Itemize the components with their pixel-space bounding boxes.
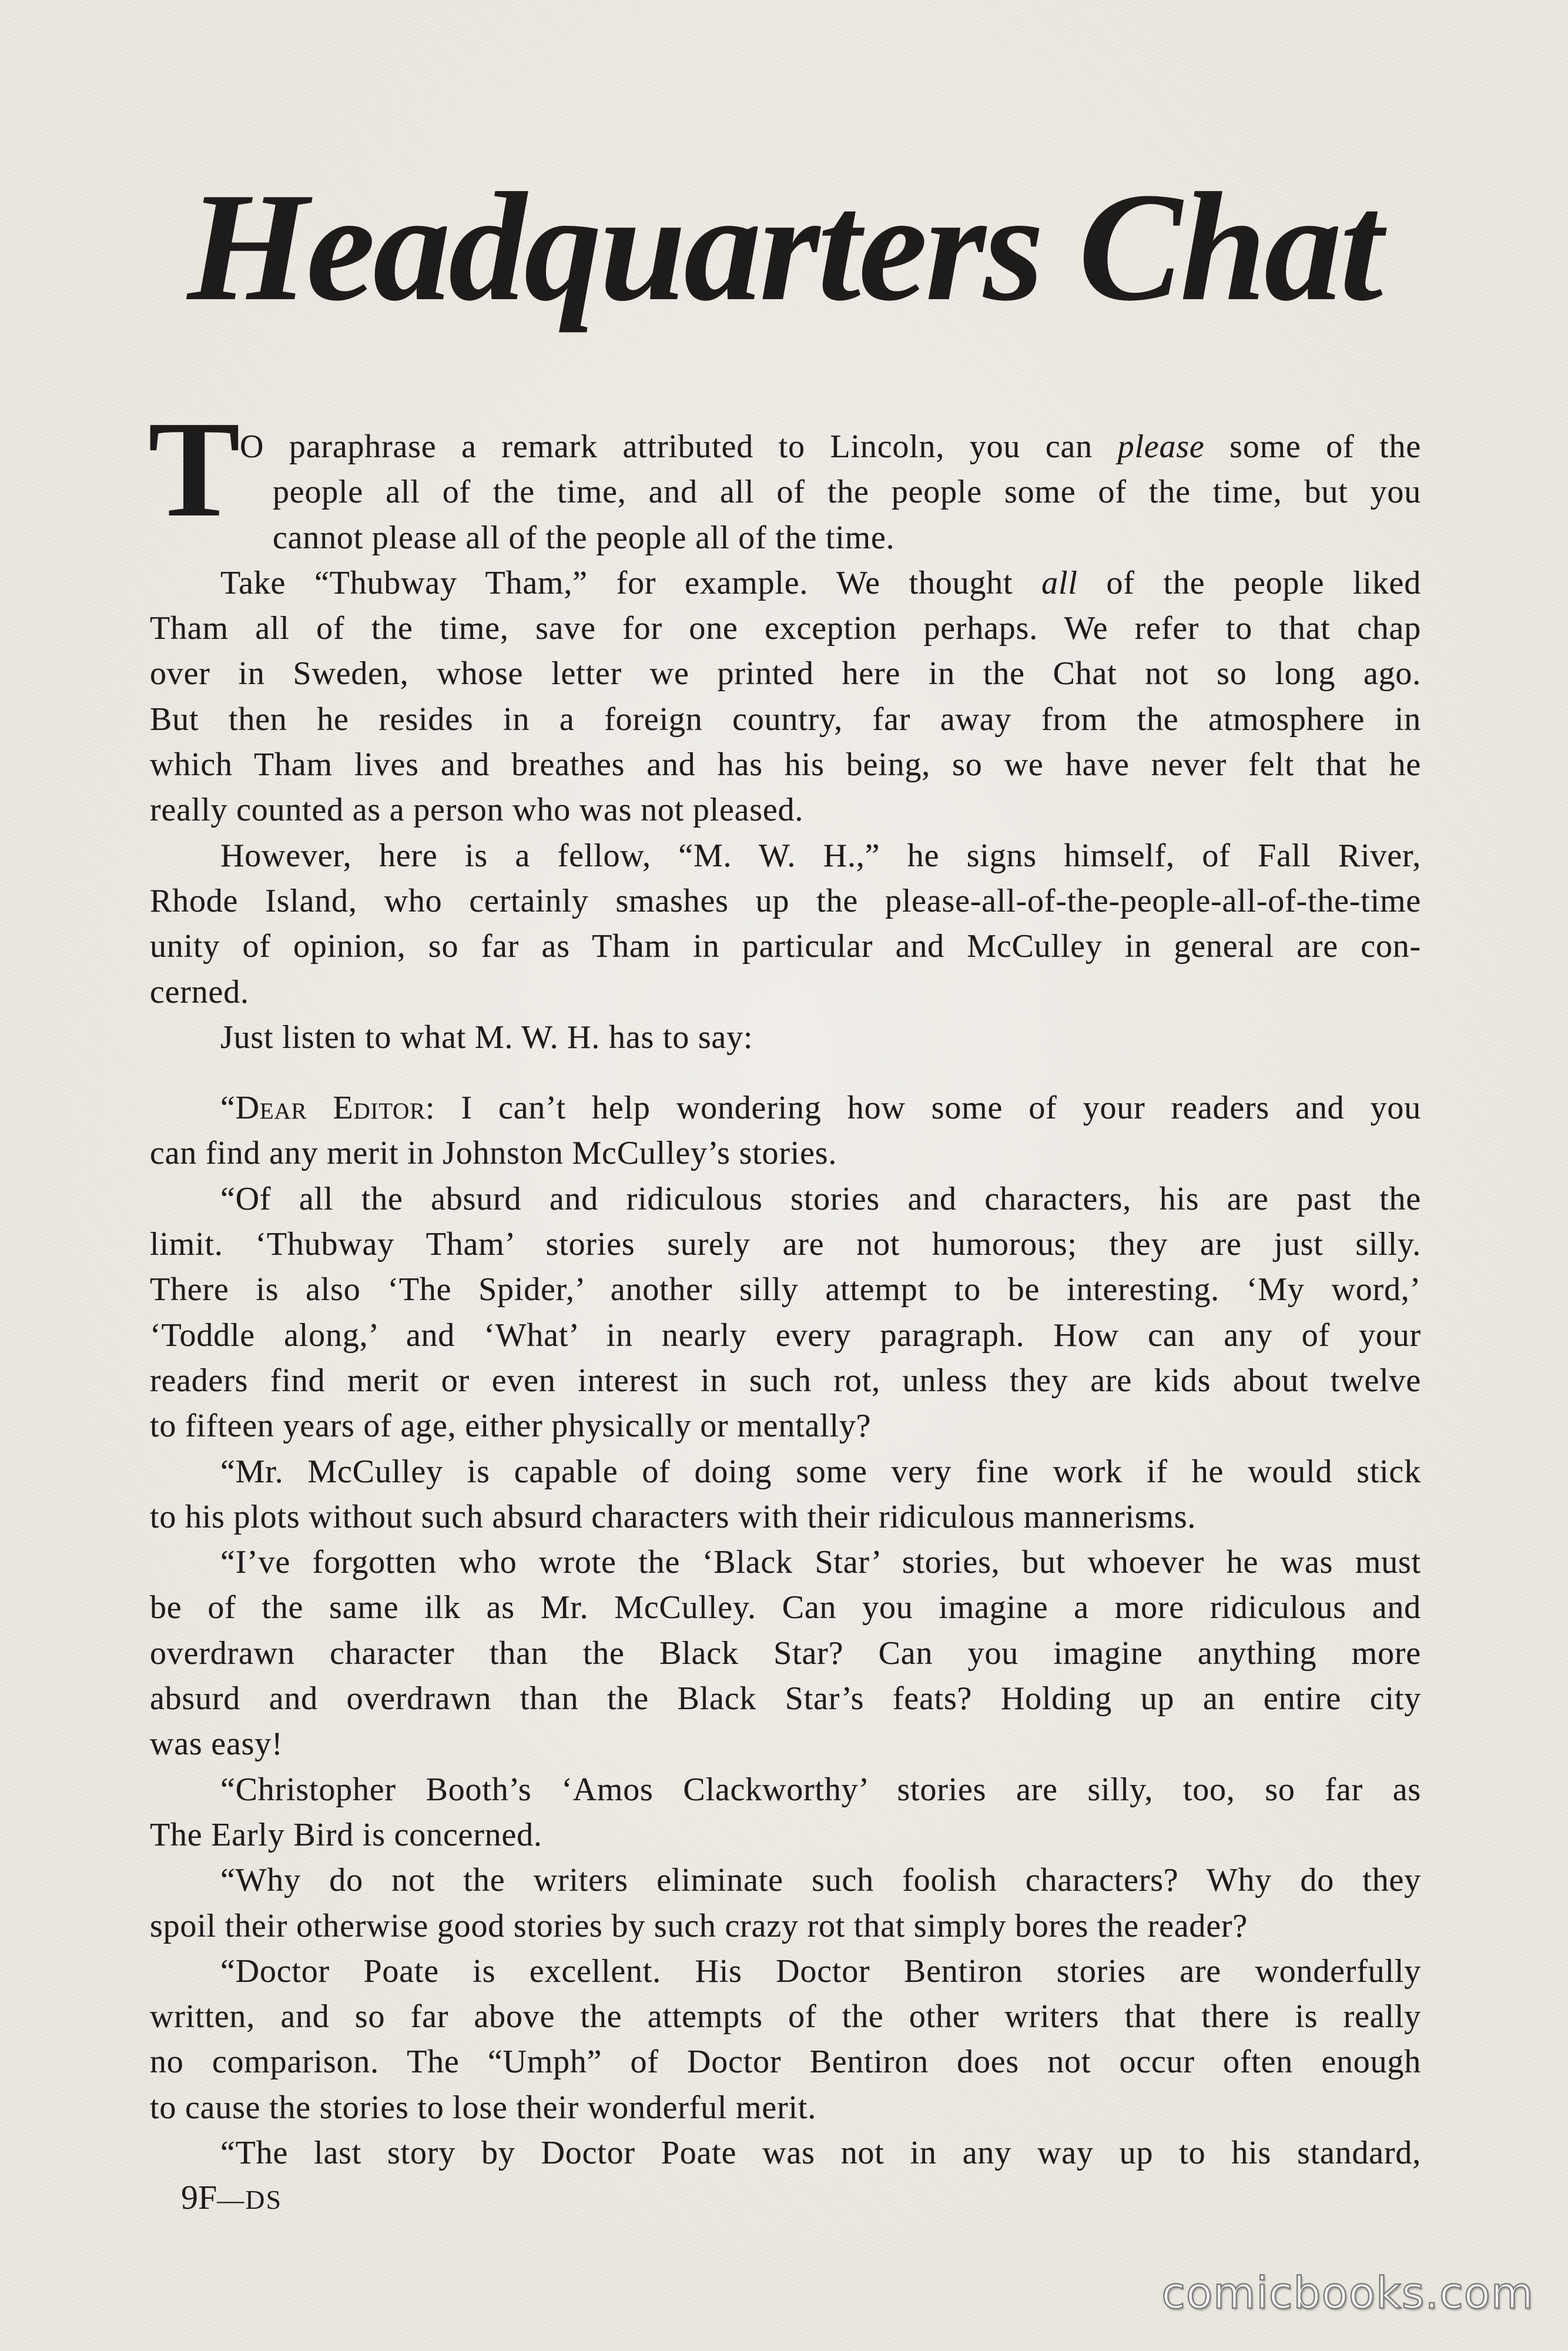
letter-paragraph bbox=[150, 2131, 1421, 2176]
text-line: “Of all the absurd and ridiculous stories and characters, his are past the bbox=[220, 1180, 1421, 1217]
text-line bbox=[150, 561, 1421, 606]
letter-paragraph bbox=[150, 1858, 1421, 1949]
text-line: unity of opinion, so far as Tham in particular and McCulley in general are con- bbox=[150, 928, 1421, 965]
text-line bbox=[150, 424, 1421, 470]
text-line: no comparison. The “Umph” of Doctor Bentiron does not occur often enough bbox=[150, 2044, 1421, 2081]
text-line: over in Sweden, whose letter we printed here in the Chat not so long ago. bbox=[150, 655, 1421, 692]
text-line: to his plots without such absurd characters with their ridiculous mannerisms. bbox=[150, 1498, 1197, 1535]
text-line: “Mr. McCulley is capable of doing some very fine work if he would stick bbox=[220, 1453, 1421, 1490]
text-line: cannot please all of the people all of the time. bbox=[273, 519, 895, 556]
text-segment: Take “Thubway Tham,” for example. We thought bbox=[220, 564, 1042, 601]
text-line: ‘Toddle along,’ and ‘What’ in nearly every paragraph. How can any of your bbox=[150, 1317, 1421, 1354]
text-line: cerned. bbox=[150, 973, 249, 1010]
emphasis: please bbox=[1117, 428, 1205, 465]
text-line: There is also ‘The Spider,’ another silly attempt to be interesting. ‘My word,’ bbox=[150, 1271, 1421, 1308]
letter-paragraph bbox=[150, 1177, 1421, 1449]
paragraph bbox=[150, 424, 1421, 561]
folio-suffix: —DS bbox=[217, 2185, 283, 2215]
text-line: But then he resides in a foreign country, far away from the atmosphere in bbox=[150, 701, 1421, 738]
text-segment: “ bbox=[220, 1090, 236, 1127]
text-line: spoil their otherwise good stories by such crazy rot that simply bores the reader? bbox=[150, 1907, 1248, 1944]
text-line: was easy! bbox=[150, 1726, 283, 1763]
text-segment: O paraphrase a remark attributed to Lincoln, you can bbox=[240, 428, 1118, 465]
text-line: to fifteen years of age, either physically or mentally? bbox=[150, 1408, 872, 1445]
text-line bbox=[150, 1086, 1421, 1131]
drop-cap: T bbox=[148, 393, 240, 545]
text-segment: of the people liked bbox=[1077, 564, 1421, 601]
text-line: The Early Bird is concerned. bbox=[150, 1816, 542, 1853]
letter-paragraph bbox=[150, 1086, 1421, 1177]
text-line: limit. ‘Thubway Tham’ stories surely are not humorous; they are just silly. bbox=[150, 1226, 1421, 1263]
paragraph bbox=[150, 1015, 1421, 1060]
text-line: readers find merit or even interest in such rot, unless they are kids about twelve bbox=[150, 1362, 1421, 1399]
letter-paragraph bbox=[150, 1540, 1421, 1767]
site-watermark: comicbooks.com bbox=[1161, 2268, 1534, 2319]
text-line: to cause the stories to lose their wonderful merit. bbox=[150, 2089, 817, 2126]
paragraph bbox=[150, 833, 1421, 1015]
text-line: “I’ve forgotten who wrote the ‘Black Star’ stories, but whoever he was must bbox=[220, 1544, 1421, 1581]
letter-paragraph bbox=[150, 1767, 1421, 1858]
text-line: written, and so far above the attempts of the other writers that there is really bbox=[150, 1998, 1421, 2035]
text-line: which Tham lives and breathes and has his being, so we have never felt that he bbox=[150, 746, 1421, 783]
letter-paragraph bbox=[150, 1449, 1421, 1540]
text-line: overdrawn character than the Black Star? Can you imagine anything more bbox=[150, 1635, 1421, 1672]
text-line: can find any merit in Johnston McCulley’s stories. bbox=[150, 1135, 837, 1172]
text-line: Just listen to what M. W. H. has to say: bbox=[220, 1019, 753, 1056]
text-segment: : I can’t help wondering how some of your readers and you bbox=[425, 1090, 1421, 1127]
text-segment: some of the bbox=[1204, 428, 1421, 465]
emphasis: all bbox=[1041, 564, 1078, 601]
text-line: “Why do not the writers eliminate such foolish characters? Why do they bbox=[220, 1862, 1421, 1899]
text-line: people all of the time, and all of the people some of the time, but you bbox=[273, 474, 1421, 511]
salutation: Dear Editor bbox=[235, 1090, 425, 1127]
page-folio bbox=[181, 2175, 282, 2229]
text-line: be of the same ilk as Mr. McCulley. Can you imagine a more ridiculous and bbox=[150, 1589, 1421, 1626]
text-line: However, here is a fellow, “M. W. H.,” he signs himself, of Fall River, bbox=[220, 837, 1421, 874]
article-body bbox=[150, 424, 1421, 2176]
page-title: Headquarters Chat bbox=[187, 161, 1381, 333]
paragraph bbox=[150, 561, 1421, 833]
text-line: Rhode Island, who certainly smashes up the please-all-of-the-people-all-of-the-time bbox=[150, 882, 1421, 919]
folio-number: 9F bbox=[181, 2178, 217, 2216]
text-line: “The last story by Doctor Poate was not in any way up to his standard, bbox=[220, 2134, 1421, 2171]
text-line: “Christopher Booth’s ‘Amos Clackworthy’ stories are silly, too, so far as bbox=[220, 1771, 1421, 1808]
text-line: “Doctor Poate is excellent. His Doctor Bentiron stories are wonderfully bbox=[220, 1953, 1421, 1990]
text-line: Tham all of the time, save for one exception perhaps. We refer to that chap bbox=[150, 610, 1421, 647]
text-line: really counted as a person who was not pleased. bbox=[150, 792, 804, 829]
text-line: absurd and overdrawn than the Black Star’s feats? Holding up an entire city bbox=[150, 1680, 1421, 1717]
letter-paragraph bbox=[150, 1949, 1421, 2131]
